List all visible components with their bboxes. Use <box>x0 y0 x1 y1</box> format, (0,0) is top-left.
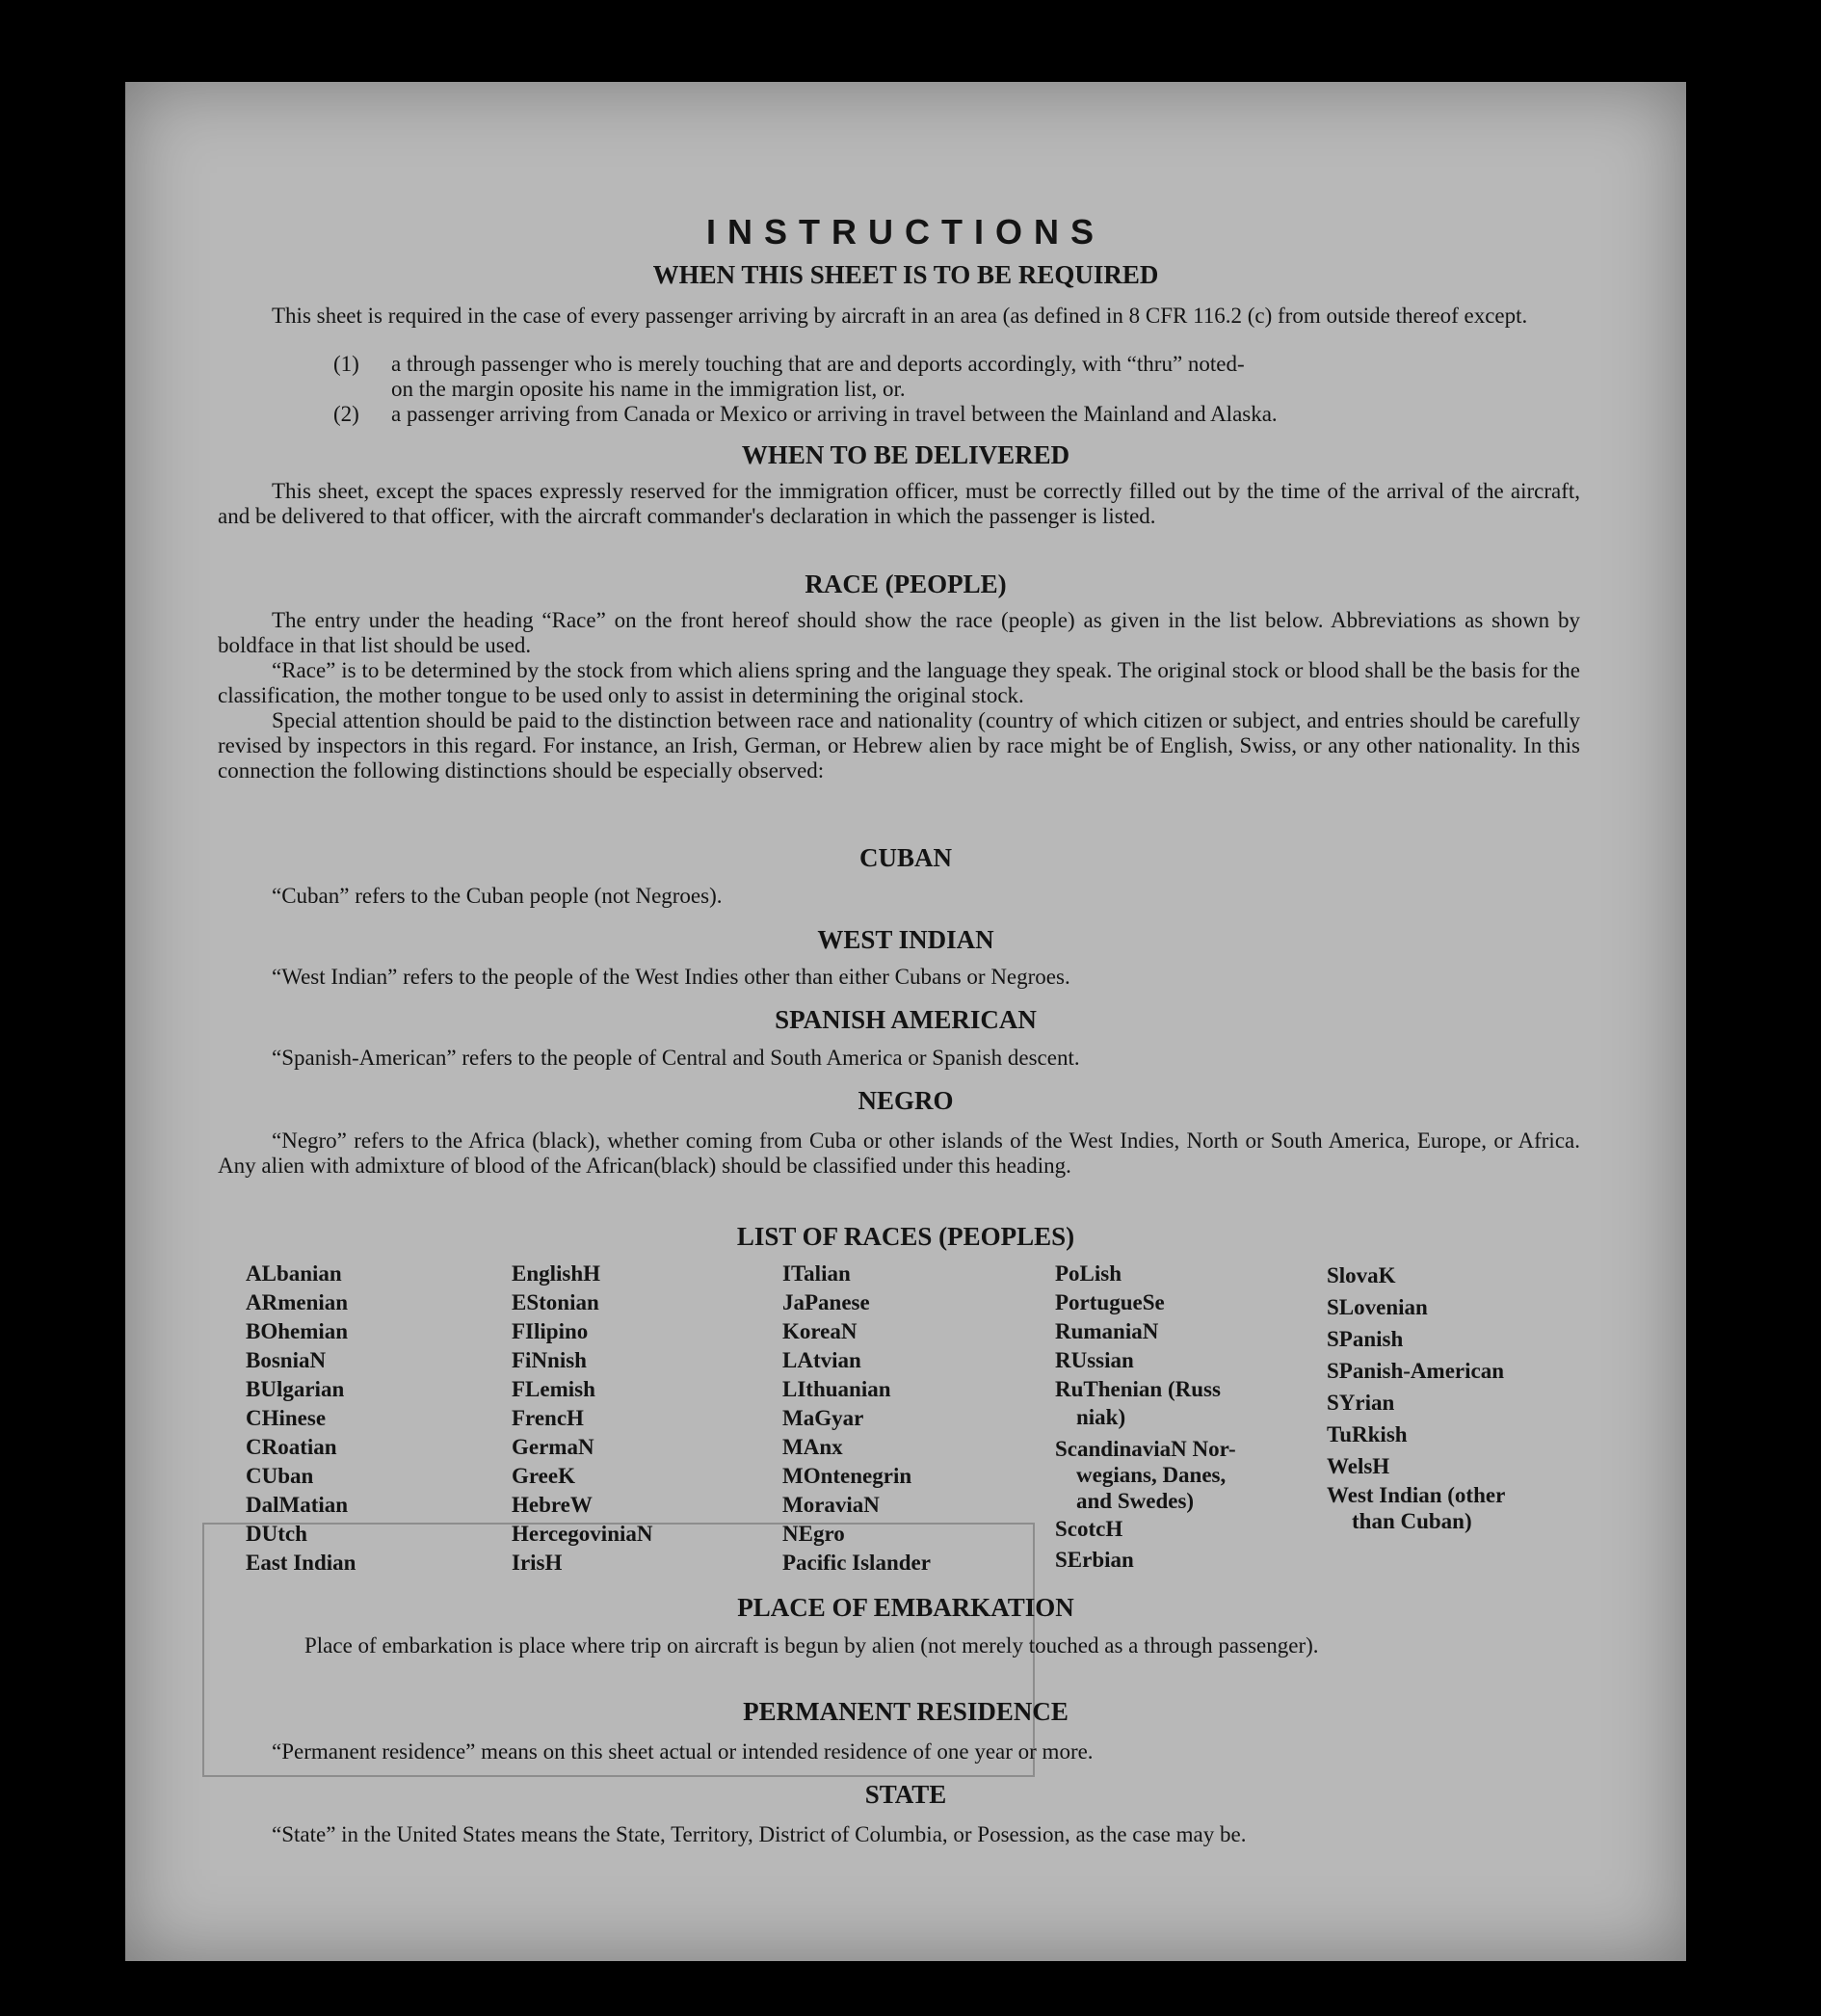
text-negro: “Negro” refers to the Africa (black), whether coming from Cuba or other islands of the West Indies, North or South America, Europe, or Africa. Any alien with admixture of blood of the African(black) should be classified under this heading. <box>218 1128 1580 1178</box>
list-item: BOhemian <box>246 1319 349 1343</box>
list-item: SYrian <box>1327 1391 1395 1415</box>
race-list <box>246 1260 1614 1578</box>
list-item: RumaniaN <box>1055 1319 1159 1343</box>
heading-negro: NEGRO <box>858 1086 954 1115</box>
list-item: Pacific Islander <box>782 1551 931 1575</box>
list-item: ScandinaviaN Nor- <box>1055 1437 1236 1461</box>
list-item: CUban <box>246 1464 314 1488</box>
list-item: FiNnish <box>512 1348 587 1372</box>
list-item: East Indian <box>246 1551 356 1575</box>
heading-race: RACE (PEOPLE) <box>805 570 1007 598</box>
condition-1: (1) a through passenger who is merely touching that are and deports accordingly, with “thru” noted- on the margin oposite his name in the immigration list, or. <box>333 352 1245 401</box>
heading-when-delivered: WHEN TO BE DELIVERED <box>741 440 1070 469</box>
heading-state: STATE <box>864 1780 947 1809</box>
list-item: LIthuanian <box>782 1377 891 1401</box>
list-item: JaPanese <box>782 1290 870 1314</box>
text-when-required: This sheet is required in the case of every passenger arriving by aircraft in an area (as defined in 8 CFR 116.2 (c) from outside thereof except. <box>272 304 1528 328</box>
list-item: ALbanian <box>246 1261 342 1286</box>
list-item: DUtch <box>246 1522 307 1546</box>
list-item: CRoatian <box>246 1435 337 1459</box>
text-cuban: “Cuban” refers to the Cuban people (not Negroes). <box>272 884 723 908</box>
list-item: MAnx <box>782 1435 843 1459</box>
document-sheet <box>125 82 1686 1961</box>
list-item: BUlgarian <box>246 1377 345 1401</box>
text-when-delivered: This sheet, except the spaces expressly reserved for the immigration officer, must be correctly filled out by the time of the arrival of the aircraft, and be delivered to that officer, with the aircraft commander's declaration in which the passenger is listed. <box>218 479 1580 528</box>
list-item: ITalian <box>782 1261 851 1286</box>
heading-permanent-residence: PERMANENT RESIDENCE <box>743 1697 1069 1726</box>
list-item: EStonian <box>512 1290 599 1314</box>
list-item: PortugueSe <box>1055 1290 1165 1314</box>
text-west-indian: “West Indian” refers to the people of the West Indies other than either Cubans or Negroes. <box>272 965 1070 989</box>
list-item: than Cuban) <box>1352 1509 1472 1533</box>
page-title: INSTRUCTIONS <box>706 212 1105 252</box>
heading-list-of-races: LIST OF RACES (PEOPLES) <box>736 1222 1075 1251</box>
list-item: FLemish <box>512 1377 595 1401</box>
list-item: DalMatian <box>246 1493 349 1517</box>
condition-2: (2) a passenger arriving from Canada or Mexico or arriving in travel between the Mainland and Alaska. <box>333 402 1278 426</box>
list-item: ARmenian <box>246 1290 349 1314</box>
list-item: wegians, Danes, <box>1076 1463 1227 1487</box>
heading-cuban: CUBAN <box>858 843 952 872</box>
heading-west-indian: WEST INDIAN <box>817 925 994 954</box>
list-item: ScotcH <box>1055 1517 1123 1541</box>
text-spanish-american: “Spanish-American” refers to the people of Central and South America or Spanish descent. <box>272 1046 1080 1070</box>
list-item: CHinese <box>246 1406 327 1430</box>
text-state: “State” in the United States means the State, Territory, District of Columbia, or Posession, as the case may be. <box>272 1822 1247 1846</box>
list-item: RuThenian (Russ <box>1055 1377 1221 1401</box>
heading-embarkation: PLACE OF EMBARKATION <box>737 1593 1074 1622</box>
heading-when-required: WHEN THIS SHEET IS TO BE REQUIRED <box>652 260 1159 289</box>
list-item: HercegoviniaN <box>512 1522 653 1546</box>
race-column-4 <box>1055 1260 1327 1578</box>
list-item: BosniaN <box>246 1348 327 1372</box>
list-item: SErbian <box>1055 1548 1134 1572</box>
list-item: and Swedes) <box>1076 1489 1195 1513</box>
list-item: NEgro <box>782 1522 845 1546</box>
text-permanent-residence: “Permanent residence” means on this sheet actual or intended residence of one year or more. <box>272 1739 1094 1764</box>
list-item: GermaN <box>512 1435 594 1459</box>
heading-spanish-american: SPANISH AMERICAN <box>775 1005 1037 1034</box>
text-race: The entry under the heading “Race” on the front hereof should show the race (people) as given in the list below. Abbreviations as shown by boldface in that list should be used. “Race” is to be determined by the stock from which aliens spring and the language they speak. The original stock or blood shall be the basis for the classification, the mother tongue to be used only to assist in determining the original stock. Special attention should be paid to the distinction between race and nationality (country of which citizen or subject, and entries should be carefully revised by inspectors in this regard. For instance, an Irish, German, or Hebrew alien by race might be of English, Swiss, or any other nationality. In this connection the following distinctions should be especially observed: <box>218 608 1580 783</box>
list-item: West Indian (other <box>1327 1483 1506 1507</box>
list-item: SlovaK <box>1327 1263 1396 1287</box>
list-item: SPanish-American <box>1327 1359 1504 1383</box>
list-item: niak) <box>1076 1405 1126 1429</box>
list-item: WelsH <box>1327 1454 1390 1478</box>
list-item: SPanish <box>1327 1327 1404 1351</box>
race-column-1 <box>246 1260 512 1578</box>
list-item: SLovenian <box>1327 1295 1428 1319</box>
text-embarkation: Place of embarkation is place where trip on aircraft is begun by alien (not merely touched as a through passenger). <box>304 1633 1319 1658</box>
list-item: RUssian <box>1055 1348 1134 1372</box>
list-item: FrencH <box>512 1406 584 1430</box>
list-item: GreeK <box>512 1464 575 1488</box>
list-item: LAtvian <box>782 1348 861 1372</box>
list-item: MOntenegrin <box>782 1464 912 1488</box>
race-column-5 <box>1327 1260 1587 1578</box>
list-item: TuRkish <box>1327 1422 1408 1446</box>
race-column-3 <box>782 1260 1055 1578</box>
list-item: PoLish <box>1055 1261 1122 1286</box>
list-item: EnglishH <box>512 1261 601 1286</box>
list-item: KoreaN <box>782 1319 858 1343</box>
list-item: MoraviaN <box>782 1493 880 1517</box>
race-column-2 <box>512 1260 782 1578</box>
list-item: HebreW <box>512 1493 593 1517</box>
list-item: IrisH <box>512 1551 563 1575</box>
list-item: MaGyar <box>782 1406 864 1430</box>
list-item: FIlipino <box>512 1319 589 1343</box>
